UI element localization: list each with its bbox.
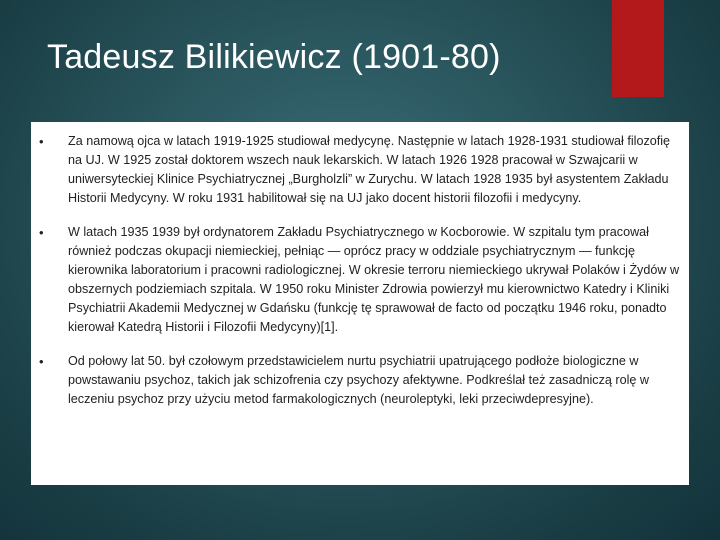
content-box bbox=[31, 122, 689, 485]
bullet-item-education bbox=[39, 132, 683, 208]
bullet-list bbox=[39, 132, 683, 409]
bullet-icon: • bbox=[39, 134, 44, 149]
bullet-icon: • bbox=[39, 354, 44, 369]
bullet-text: Od połowy lat 50. był czołowym przedstawicielem nurtu psychiatrii upatrującego podłoże biologiczne w powstawaniu psychoz, takich jak schizofrenia czy psychozy afektywne. Podkreślał też zasadniczą rolę w leczeniu psychoz przy użyciu metod farmakologicznych (neuroleptyki, leki przeciwdepresyjne). bbox=[68, 354, 649, 406]
red-accent-bar bbox=[612, 0, 664, 97]
bullet-icon: • bbox=[39, 225, 44, 240]
bullet-text: Za namową ojca w latach 1919-1925 studiował medycynę. Następnie w latach 1928-1931 studiował filozofię na UJ. W 1925 został doktorem wszech nauk lekarskich. W latach 1926 1928 pracował w Szwajcarii w uniwersyteckiej Klinice Psychiatrycznej „Burgholzli” w Zurychu. W latach 1928 1935 był asystentem Zakładu Historii Medycyny. W roku 1931 habilitował się na UJ jako docent historii filozofii i medycyny. bbox=[68, 134, 671, 205]
bullet-item-kocborowo bbox=[39, 223, 683, 337]
bullet-item-psychiatry bbox=[39, 352, 683, 409]
slide-title: Tadeusz Bilikiewicz (1901-80) bbox=[47, 38, 501, 76]
bullet-text: W latach 1935 1939 był ordynatorem Zakładu Psychiatrycznego w Kocborowie. W szpitalu tym pracował również podczas okupacji niemieckiej, pełniąc — oprócz pracy w oddziale psychiatrycznym — funkcję kierownika laboratorium i pracowni radiologicznej. W okresie terroru niemieckiego ukrywał Polaków i Żydów w obszernych podziemiach szpitala. W 1950 roku Minister Zdrowia powierzył mu kierownictwo Katedry i Kliniki Psychiatrii Akademii Medycznej w Gdańsku (funkcję tę sprawował de facto od początku 1946 roku, ponadto kierował Katedrą Historii i Filozofii Medycyny)[1]. bbox=[68, 225, 680, 334]
